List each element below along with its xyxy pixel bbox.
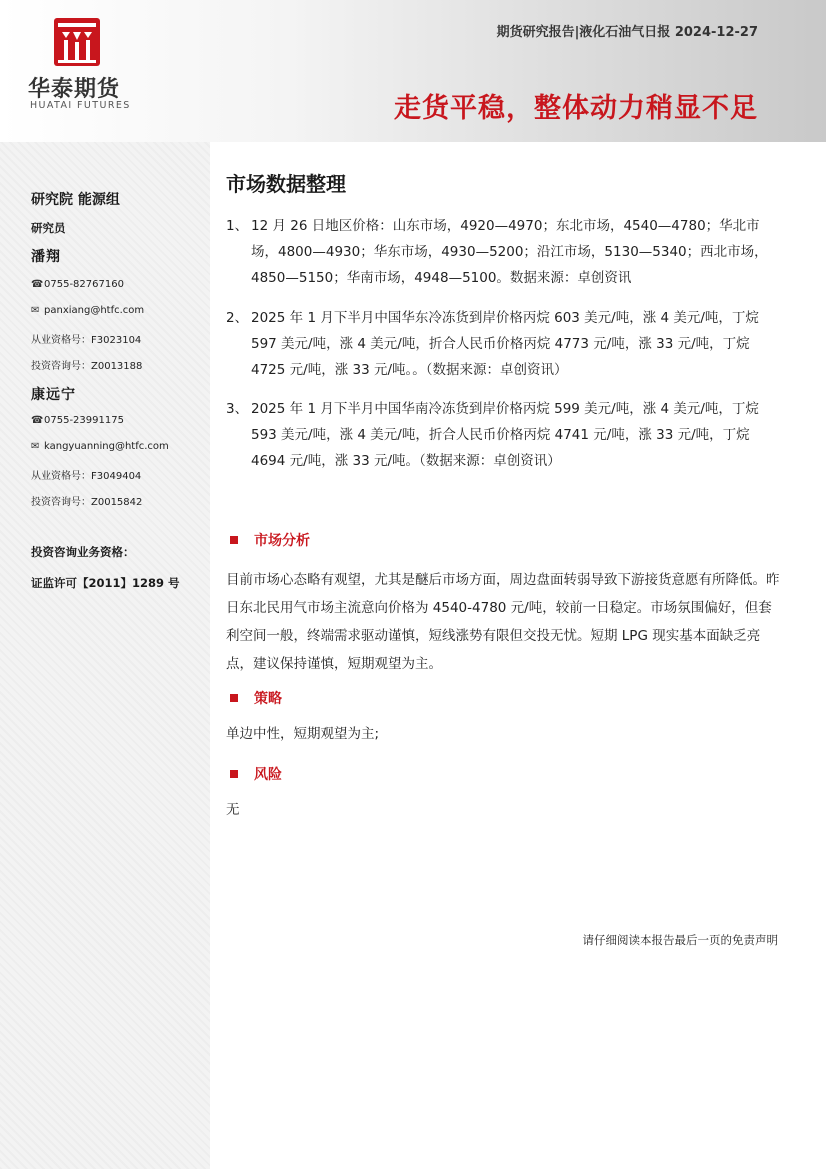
item-number: 3、 <box>226 401 249 417</box>
disclaimer-note: 请仔细阅读本报告最后一页的免责声明 <box>582 933 778 947</box>
report-type-date: 期货研究报告|液化石油气日报 2024-12-27 <box>496 25 758 40</box>
qualification-label: 投资咨询业务资格： <box>31 545 135 559</box>
item-number: 1、 <box>226 218 249 234</box>
square-bullet-icon <box>230 770 238 778</box>
item-text: 2025 年 1 月下半月中国华南冷冻货到岸价格丙烷 599 美元/吨，涨 4 美元/吨，丁烷 593 美元/吨，涨 4 美元/吨，折合人民币价格丙烷 4741 元/吨，涨 33 元/吨，丁烷 4694 元/吨，涨 33 元/吨。（数据来源：卓创资讯） <box>251 401 759 469</box>
huatai-logo-icon <box>54 18 100 66</box>
envelope-icon: ✉ <box>31 305 40 316</box>
analysis-text: 目前市场心态略有观望，尤其是醚后市场方面，周边盘面转弱导致下游接货意愿有所降低。昨日东北民用气市场主流意向价格为 4540-4780 元/吨，较前一日稳定。市场氛围偏好，但套利空间一般，终端需求驱动谨慎，短线涨势有限但交投无忧。短期 LPG 现实基本面缺乏亮点，建议保持谨慎，短期观望为主。 <box>226 572 780 672</box>
department: 研究院 能源组 <box>31 192 120 208</box>
list-item <box>226 396 778 474</box>
analyst-phone: ☎0755-82767160 <box>31 279 124 290</box>
analyst-name: 康远宁 <box>31 387 76 403</box>
item-text: 12 月 26 日地区价格：山东市场，4920—4970；东北市场，4540—4780；华北市场，4800—4930；华东市场，4930—5200；沿江市场，5130—5340；西北市场，4850—5150；华南市场，4948—5100。数据来源：卓创资讯 <box>251 218 768 286</box>
analysis-heading: 市场分析 <box>230 530 310 550</box>
list-item <box>226 213 778 291</box>
list-item <box>226 305 778 383</box>
square-bullet-icon <box>230 694 238 702</box>
strategy-heading: 策略 <box>230 688 282 708</box>
practice-license: 从业资格号：F3049404 <box>31 471 142 482</box>
item-text: 2025 年 1 月下半月中国华东冷冻货到岸价格丙烷 603 美元/吨，涨 4 美元/吨，丁烷 597 美元/吨，涨 4 美元/吨，折合人民币价格丙烷 4773 元/吨，涨 33 元/吨，丁烷 4725 元/吨，涨 33 元/吨。。（数据来源：卓创资讯） <box>251 310 759 378</box>
envelope-icon: ✉ <box>31 441 40 452</box>
report-headline: 走货平稳，整体动力稍显不足 <box>394 93 758 124</box>
strategy-text: 单边中性，短期观望为主; <box>226 726 380 742</box>
advisory-license: 投资咨询号：Z0013188 <box>31 361 143 372</box>
practice-license: 从业资格号：F3023104 <box>31 335 142 346</box>
role-label: 研究员 <box>31 221 66 235</box>
report-header <box>0 0 826 142</box>
brand-name-cn: 华泰期货 <box>28 77 121 102</box>
analyst-email[interactable]: ✉ kangyuanning@htfc.com <box>31 441 169 452</box>
analyst-phone: ☎0755-23991175 <box>31 415 124 426</box>
analyst-name: 潘翔 <box>31 249 61 265</box>
phone-icon: ☎ <box>31 279 44 290</box>
analyst-email[interactable]: ✉ panxiang@htfc.com <box>31 305 145 316</box>
phone-icon: ☎ <box>31 415 44 426</box>
risk-heading: 风险 <box>230 764 282 784</box>
square-bullet-icon <box>230 536 238 544</box>
brand-logo <box>28 16 138 116</box>
risk-text: 无 <box>226 802 240 818</box>
qualification-value: 证监许可【2011】1289 号 <box>31 576 180 590</box>
author-sidebar <box>0 142 210 1169</box>
advisory-license: 投资咨询号：Z0015842 <box>31 497 143 508</box>
item-number: 2、 <box>226 310 249 326</box>
section-title: 市场数据整理 <box>226 172 346 196</box>
brand-name-en: HUATAI FUTURES <box>30 100 131 111</box>
